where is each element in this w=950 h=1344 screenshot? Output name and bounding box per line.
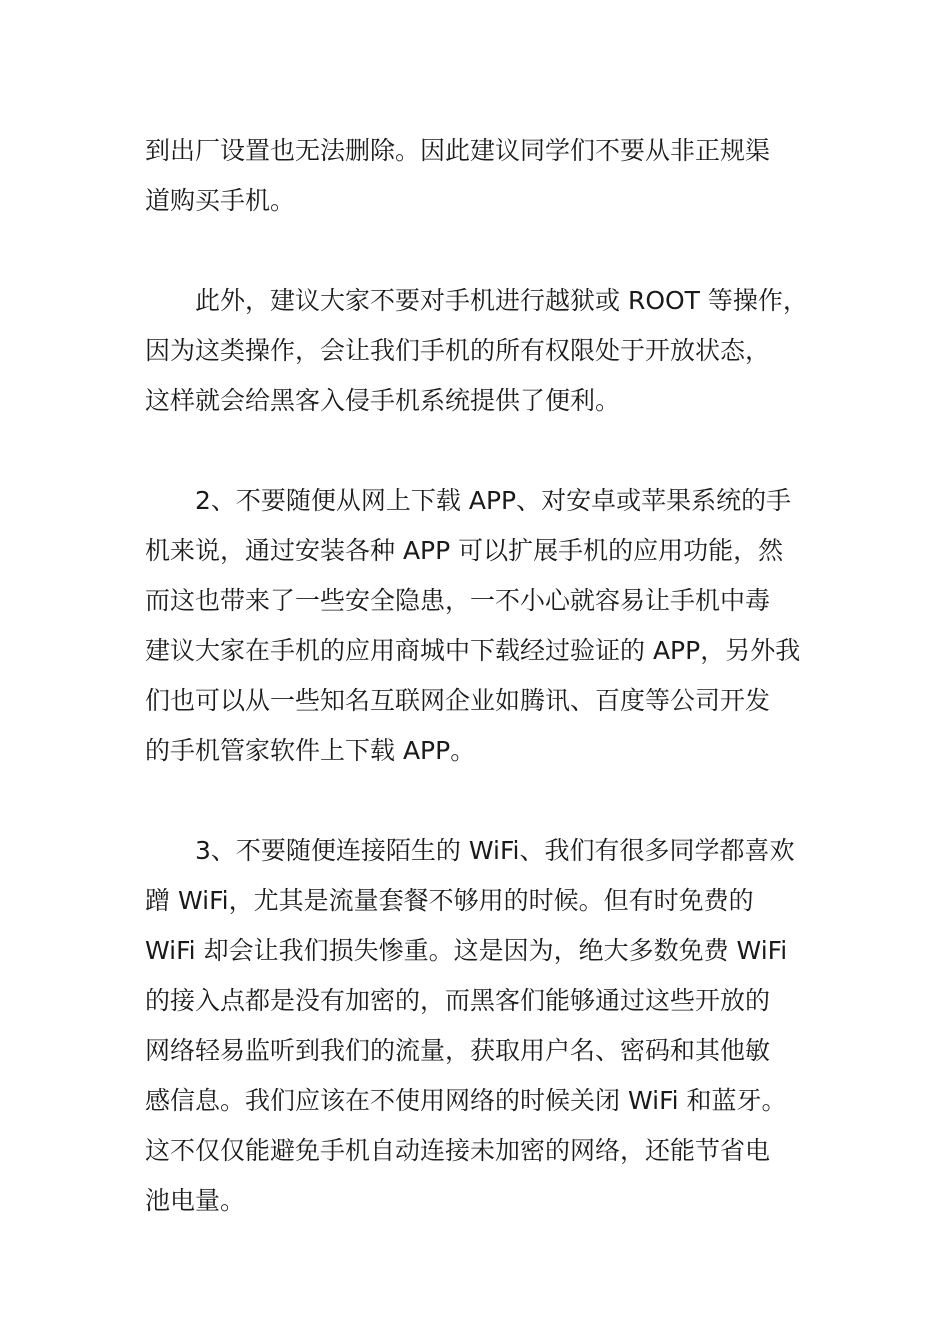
text-line: 道购买手机。 [145, 186, 296, 215]
text-line: 们也可以从一些知名互联网企业如腾讯、百度等公司开发 [145, 686, 771, 715]
text-line: 因为这类操作，会让我们手机的所有权限处于开放状态， [145, 336, 771, 365]
text-line: 这样就会给黑客入侵手机系统提供了便利。 [145, 386, 621, 415]
text-line: 池电量。 [145, 1186, 246, 1215]
text-line: 此外，建议大家不要对手机进行越狱或 ROOT 等操作， [195, 286, 808, 315]
text-line: 的接入点都是没有加密的，而黑客们能够通过这些开放的 [145, 986, 771, 1015]
text-line: 而这也带来了一些安全隐患，一不小心就容易让手机中毒 [145, 586, 771, 615]
text-line: 3、不要随便连接陌生的 WiFi、我们有很多同学都喜欢 [195, 836, 795, 865]
text-line: 机来说，通过安装各种 APP 可以扩展手机的应用功能，然 [145, 536, 784, 565]
text-line: WiFi 却会让我们损失惨重。这是因为，绝大多数免费 WiFi [145, 936, 788, 965]
text-line: 建议大家在手机的应用商城中下载经过验证的 APP，另外我 [145, 636, 801, 665]
text-line: 蹭 WiFi，尤其是流量套餐不够用的时候。但有时免费的 [145, 886, 754, 915]
text-line: 感信息。我们应该在不使用网络的时候关闭 WiFi 和蓝牙。 [145, 1086, 787, 1115]
paragraph-continuation [145, 126, 809, 226]
text-line: 这不仅仅能避免手机自动连接未加密的网络，还能节省电 [145, 1136, 771, 1165]
paragraph-app-download [145, 476, 809, 776]
text-line: 2、不要随便从网上下载 APP、对安卓或苹果系统的手 [195, 486, 792, 515]
paragraph-jailbreak-warning [145, 276, 809, 426]
document-body [145, 126, 809, 1276]
text-line: 的手机管家软件上下载 APP。 [145, 736, 476, 765]
text-line: 到出厂设置也无法删除。因此建议同学们不要从非正规渠 [145, 136, 771, 165]
text-line: 网络轻易监听到我们的流量，获取用户名、密码和其他敏 [145, 1036, 771, 1065]
paragraph-wifi-warning [145, 826, 809, 1226]
